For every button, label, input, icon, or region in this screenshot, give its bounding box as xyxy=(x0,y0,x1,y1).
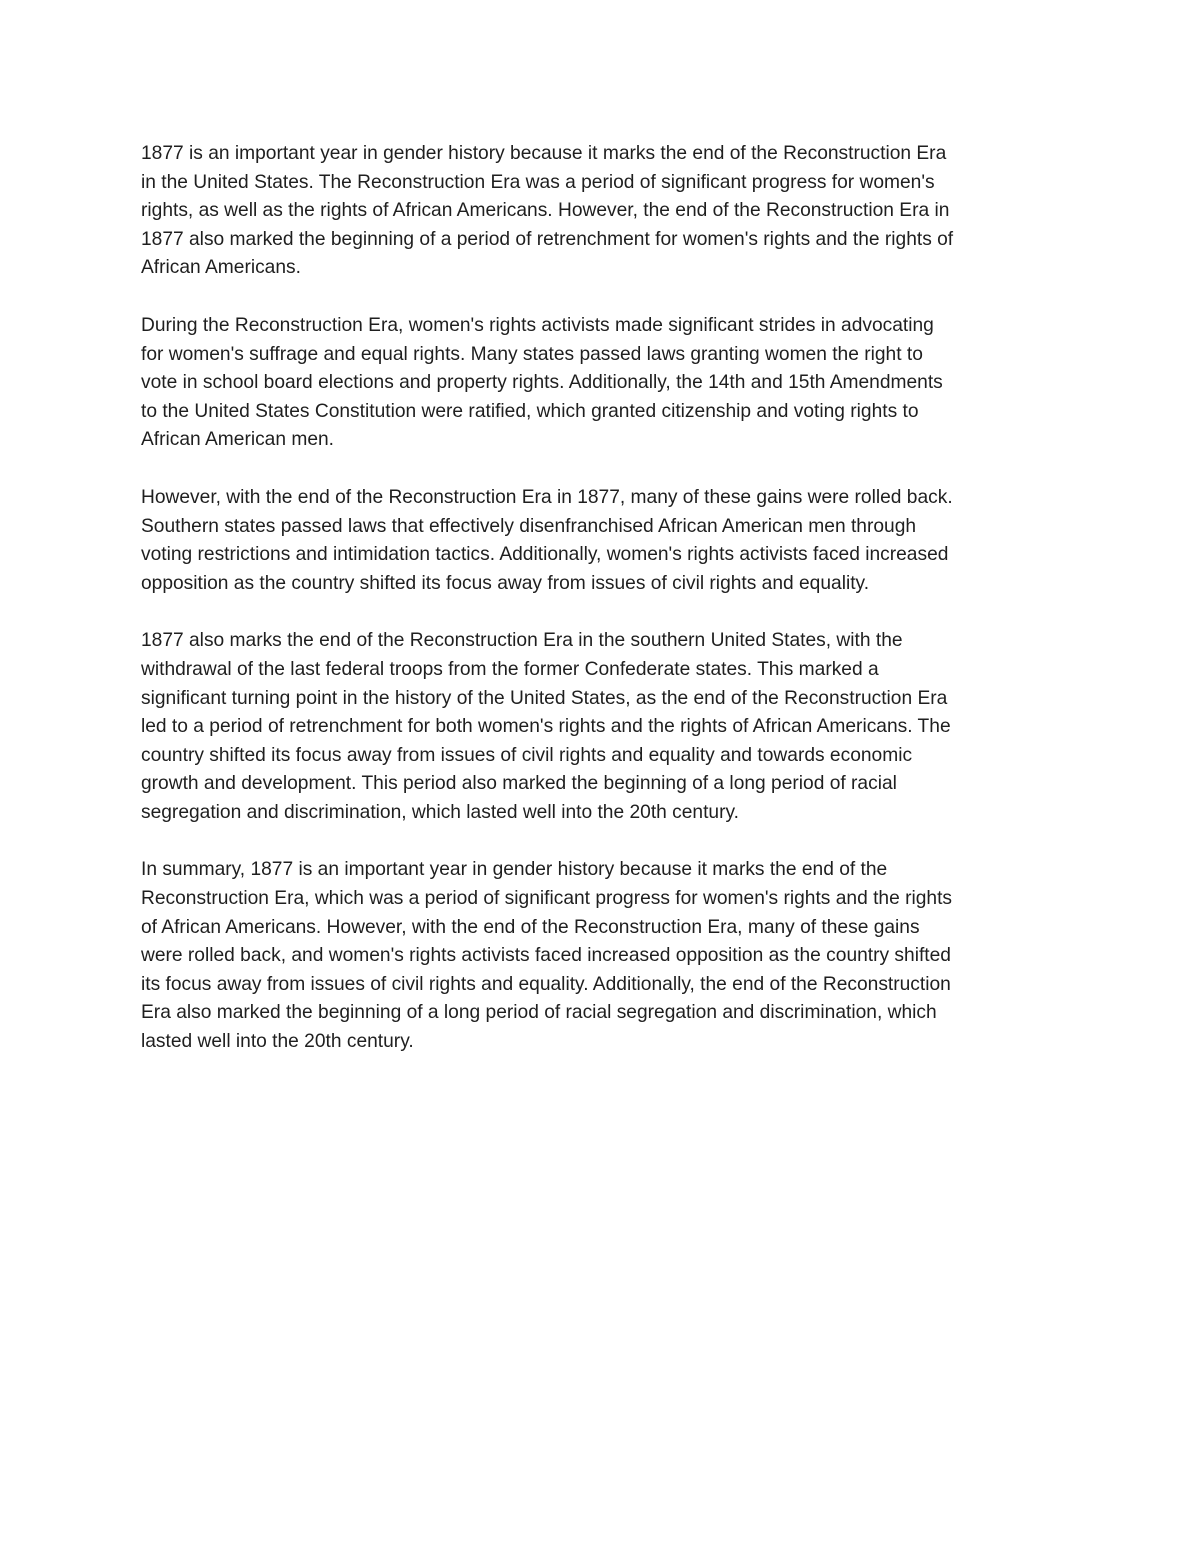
paragraph-5: In summary, 1877 is an important year in gender history because it marks the end of the Reconstruction Era, which was a period of significant progress for women's rights and the rights of African Americans. However, with the end of the Reconstruction Era, many of these gains were rolled back, and women's rights activists faced increased opposition as the country shifted its focus away from issues of civil rights and equality. Additionally, the end of the Reconstruction Era also marked the beginning of a long period of racial segregation and discrimination, which lasted well into the 20th century. xyxy=(141,859,952,1053)
paragraph-4: 1877 also marks the end of the Reconstruction Era in the southern United States, with the withdrawal of the last federal troops from the former Confederate states. This marked a significant turning point in the history of the United States, as the end of the Reconstruction Era led to a period of retrenchment for both women's rights and the rights of African Americans. The country shifted its focus away from issues of civil rights and equality and towards economic growth and development. This period also marked the beginning of a long period of racial segregation and discrimination, which lasted well into the 20th century. xyxy=(141,630,951,823)
paragraph-3: However, with the end of the Reconstruction Era in 1877, many of these gains were rolled back. Southern states passed laws that effectively disenfranchised African American men through voting restrictions and intimidation tactics. Additionally, women's rights activists faced increased opposition as the country shifted its focus away from issues of civil rights and equality. xyxy=(141,486,953,594)
paragraph-2: During the Reconstruction Era, women's rights activists made significant strides in advocating for women's suffrage and equal rights. Many states passed laws granting women the right to vote in school board elections and property rights. Additionally, the 14th and 15th Amendments to the United States Constitution were ratified, which granted citizenship and voting rights to African American men. xyxy=(141,314,943,451)
document-body xyxy=(141,140,1071,1086)
paragraph-1: 1877 is an important year in gender history because it marks the end of the Reconstruction Era in the United States. The Reconstruction Era was a period of significant progress for women's rights, as well as the rights of African Americans. However, the end of the Reconstruction Era in 1877 also marked the beginning of a period of retrenchment for women's rights and the rights of African Americans. xyxy=(141,143,954,279)
